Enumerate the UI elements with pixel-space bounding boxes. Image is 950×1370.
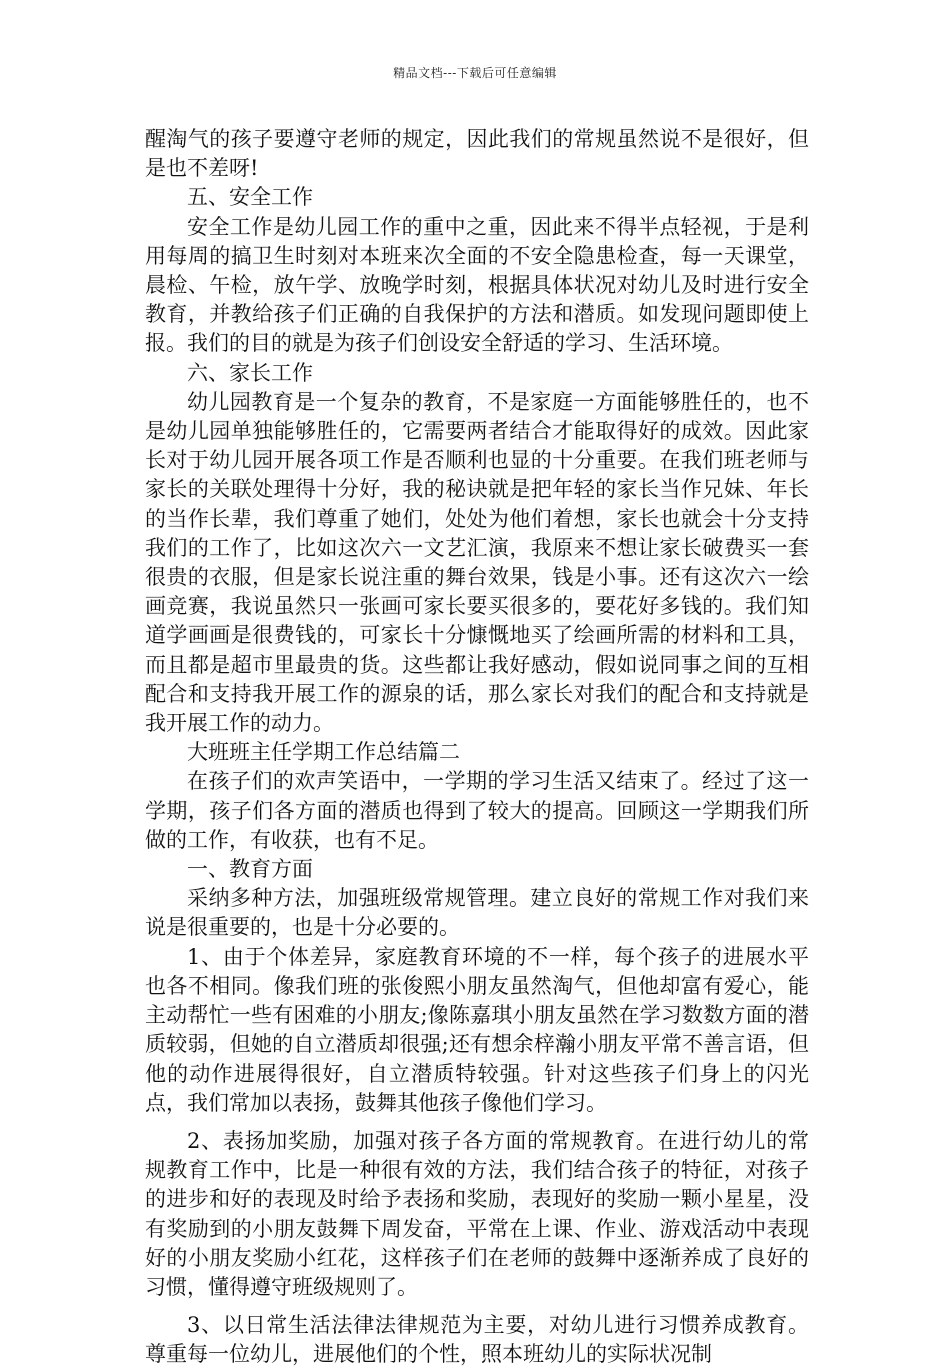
section-heading-parents: 六、家长工作 (187, 360, 313, 385)
paragraph-class-management: 采纳多种方法，加强班级常规管理。建立良好的常规工作对我们来说是很重要的，也是十分必要的。 (145, 886, 809, 940)
page-header-watermark: 精品文档---下载后可任意编辑 (393, 66, 557, 80)
paragraph-parent-work: 幼儿园教育是一个复杂的教育，不是家庭一方面能够胜任的，也不是幼儿园单独能够胜任的，它需要两者结合才能取得好的成效。因此家长对于幼儿园开展各项工作是否顺利也显的十分重要。在我们班老师与家长的关联处理得十分好，我的秘诀就是把年轻的家长当作兄妹、年长的当作长辈，我们尊重了她们，处处为他们着想，家长也就会十分支持我们的工作了，比如这次六一文艺汇演，我原来不想让家长破费买一套很贵的衣服，但是家长说注重的舞台效果，钱是小事。还有这次六一绘画竞赛，我说虽然只一张画可家长要买很多的，要花好多钱的。我们知道学画画是很费钱的，可家长十分慷慨地买了绘画所需的材料和工具，而且都是超市里最贵的货。这些都让我好感动，假如说同事之间的互相配合和支持我开展工作的源泉的话，那么家长对我们的配合和支持就是我开展工作的动力。 (145, 389, 809, 736)
section-heading-education: 一、教育方面 (187, 857, 313, 882)
paragraph-continuation: 醒淘气的孩子要遵守老师的规定，因此我们的常规虽然说不是很好，但是也不差呀! (145, 127, 809, 181)
section-heading-safety: 五、安全工作 (187, 185, 313, 210)
paragraph-item-2: 2、表扬加奖励，加强对孩子各方面的常规教育。在进行幼儿的常规教育工作中，比是一种很有效的方法，我们结合孩子的特征，对孩子的进步和好的表现及时给予表扬和奖励，表现好的奖励一颗小星星，没有奖励到的小朋友鼓舞下周发奋，平常在上课、作业、游戏活动中表现好的小朋友奖励小红花，这样孩子们在老师的鼓舞中逐渐养成了良好的习惯，懂得遵守班级规则了。 (145, 1128, 809, 1299)
paragraph-item-3: 3、以日常生活法律法律规范为主要，对幼儿进行习惯养成教育。尊重每一位幼儿，进展他们的个性，照本班幼儿的实际状况制 (145, 1313, 809, 1367)
article-title-part-two: 大班班主任学期工作总结篇二 (187, 740, 460, 765)
document-body (145, 125, 809, 1370)
paragraph-safety-work: 安全工作是幼儿园工作的重中之重，因此来不得半点轻视，于是利用每周的搞卫生时刻对本班来次全面的不安全隐患检查，每一天课堂，晨检、午检，放午学、放晚学时刻，根据具体状况对幼儿及时进行安全教育，并教给孩子们正确的自我保护的方法和潜质。如发现问题即使上报。我们的目的就是为孩子们创设安全舒适的学习、生活环境。 (145, 214, 809, 356)
paragraph-intro: 在孩子们的欢声笑语中，一学期的学习生活又结束了。经过了这一学期，孩子们各方面的潜质也得到了较大的提高。回顾这一学期我们所做的工作，有收获，也有不足。 (145, 769, 809, 852)
paragraph-item-1: 1、由于个体差异，家庭教育环境的不一样，每个孩子的进展水平也各不相同。像我们班的张俊熙小朋友虽然淘气，但他却富有爱心，能主动帮忙一些有困难的小朋友;像陈嘉琪小朋友虽然在学习数数方面的潜质较弱，但她的自立潜质却很强;还有想余梓瀚小朋友平常不善言语，但他的动作进展得很好，自立潜质特较强。针对这些孩子们身上的闪光点，我们常加以表扬，鼓舞其他孩子像他们学习。 (145, 944, 809, 1115)
